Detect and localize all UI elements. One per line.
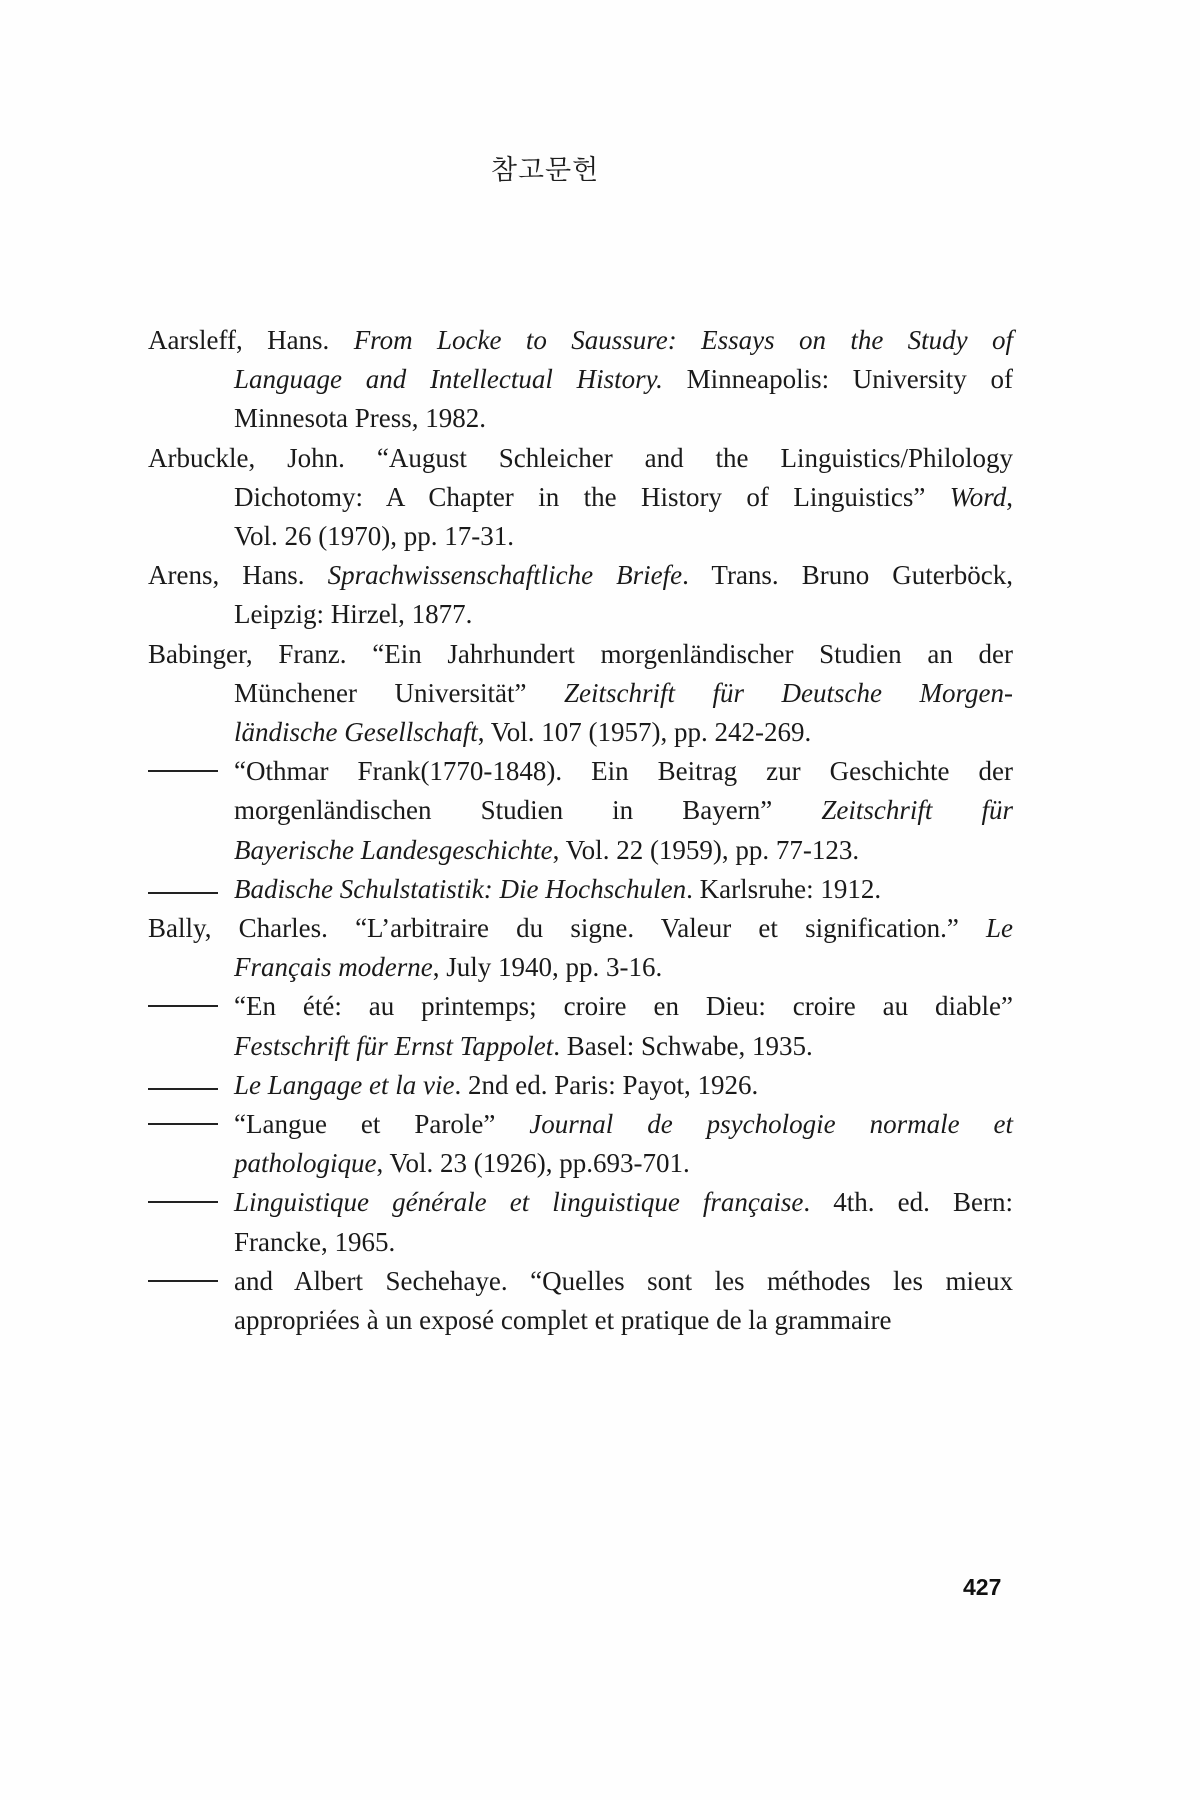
reference-continuation-line [234, 475, 1013, 519]
reference-text: Bayerische Landesgeschichte, Vol. 22 (1959), pp. 77-123. [234, 834, 860, 865]
reference-text: Leipzig: Hirzel, 1877. [234, 599, 473, 630]
reference-first-line [148, 984, 1013, 1028]
reference-text: Le Langage et la vie. 2nd ed. Paris: Payot, 1926. [234, 1069, 759, 1100]
reference-text: ländische Gesellschaft, Vol. 107 (1957), pp. 242-269. [234, 717, 812, 747]
reference-continuation-line [234, 357, 1013, 401]
reference-text: and Albert Sechehaye. “Quelles sont les méthodes les mieux [234, 1265, 1013, 1296]
repeat-author-dash [148, 1005, 218, 1007]
reference-text: “Langue et Parole” Journal de psychologie normale et [234, 1109, 1014, 1139]
repeat-author-dash [148, 770, 218, 772]
reference-continuation-line [234, 1024, 1013, 1068]
reference-first-line [148, 632, 1013, 676]
reference-first-line [148, 1259, 1013, 1303]
page-number: 427 [963, 1574, 1002, 1600]
reference-continuation-line [234, 396, 1013, 440]
reference-text: “En été: au printemps; croire en Dieu: croire au diable” [234, 991, 1013, 1022]
reference-text: Badische Schulstatistik: Die Hochschulen. Karlsruhe: 1912. [234, 873, 882, 904]
reference-text: pathologique, Vol. 23 (1926), pp.693-701. [234, 1148, 690, 1179]
reference-text: Minnesota Press, 1982. [234, 403, 486, 434]
reference-text: Aarsleff, Hans. From Locke to Saussure: Essays on the Study of [148, 325, 1014, 355]
reference-text: Arens, Hans. Sprachwissenschaftliche Briefe. Trans. Bruno Guterböck, [148, 560, 1014, 591]
page-heading: 참고문헌 [490, 155, 600, 186]
reference-continuation-line [234, 1298, 1013, 1342]
reference-continuation-line [234, 592, 1013, 636]
reference-text: Français moderne, July 1940, pp. 3-16. [234, 952, 663, 983]
repeat-author-dash [148, 1088, 218, 1090]
reference-continuation-line [234, 1220, 1013, 1264]
reference-continuation-line [234, 1141, 1013, 1185]
repeat-author-dash [148, 1201, 218, 1203]
reference-first-line [148, 906, 1013, 950]
reference-continuation-line [234, 710, 1013, 754]
reference-text: Arbuckle, John. “August Schleicher and the Linguistics/Philology [148, 442, 1013, 473]
reference-first-line [148, 1102, 1013, 1146]
reference-first-line [148, 318, 1013, 362]
repeat-author-dash [148, 892, 218, 894]
reference-text: appropriées à un exposé complet et pratique de la grammaire [234, 1305, 892, 1335]
reference-first-line [148, 1180, 1013, 1224]
reference-text: Francke, 1965. [234, 1226, 396, 1257]
reference-continuation-line [234, 788, 1013, 832]
reference-text: “Othmar Frank(1770-1848). Ein Beitrag zur Geschichte der [234, 756, 1013, 787]
reference-text: Babinger, Franz. “Ein Jahrhundert morgenländischer Studien an der [148, 638, 1013, 669]
reference-text: Linguistique générale et linguistique française. 4th. ed. Bern: [234, 1187, 1013, 1218]
reference-text: Bally, Charles. “L’arbitraire du signe. Valeur et signification.” Le [148, 913, 1013, 943]
reference-first-line [148, 1063, 1013, 1107]
reference-first-line [148, 436, 1013, 480]
reference-continuation-line [234, 514, 1013, 558]
reference-first-line [148, 553, 1013, 597]
reference-continuation-line [234, 828, 1013, 872]
reference-text: Language and Intellectual History. Minneapolis: University of [234, 364, 1013, 395]
repeat-author-dash [148, 1280, 218, 1282]
reference-text: Dichotomy: A Chapter in the History of Linguistics” Word, [234, 481, 1013, 512]
reference-text: Münchener Universität” Zeitschrift für Deutsche Morgen- [234, 677, 1013, 708]
reference-continuation-line [234, 671, 1013, 715]
repeat-author-dash [148, 1123, 218, 1125]
reference-text: Festschrift für Ernst Tappolet. Basel: Schwabe, 1935. [234, 1030, 813, 1061]
reference-first-line [148, 749, 1013, 793]
reference-text: Vol. 26 (1970), pp. 17-31. [234, 521, 514, 551]
reference-continuation-line [234, 945, 1013, 989]
reference-text: morgenländischen Studien in Bayern” Zeitschrift für [234, 795, 1013, 826]
reference-first-line [148, 867, 1013, 911]
